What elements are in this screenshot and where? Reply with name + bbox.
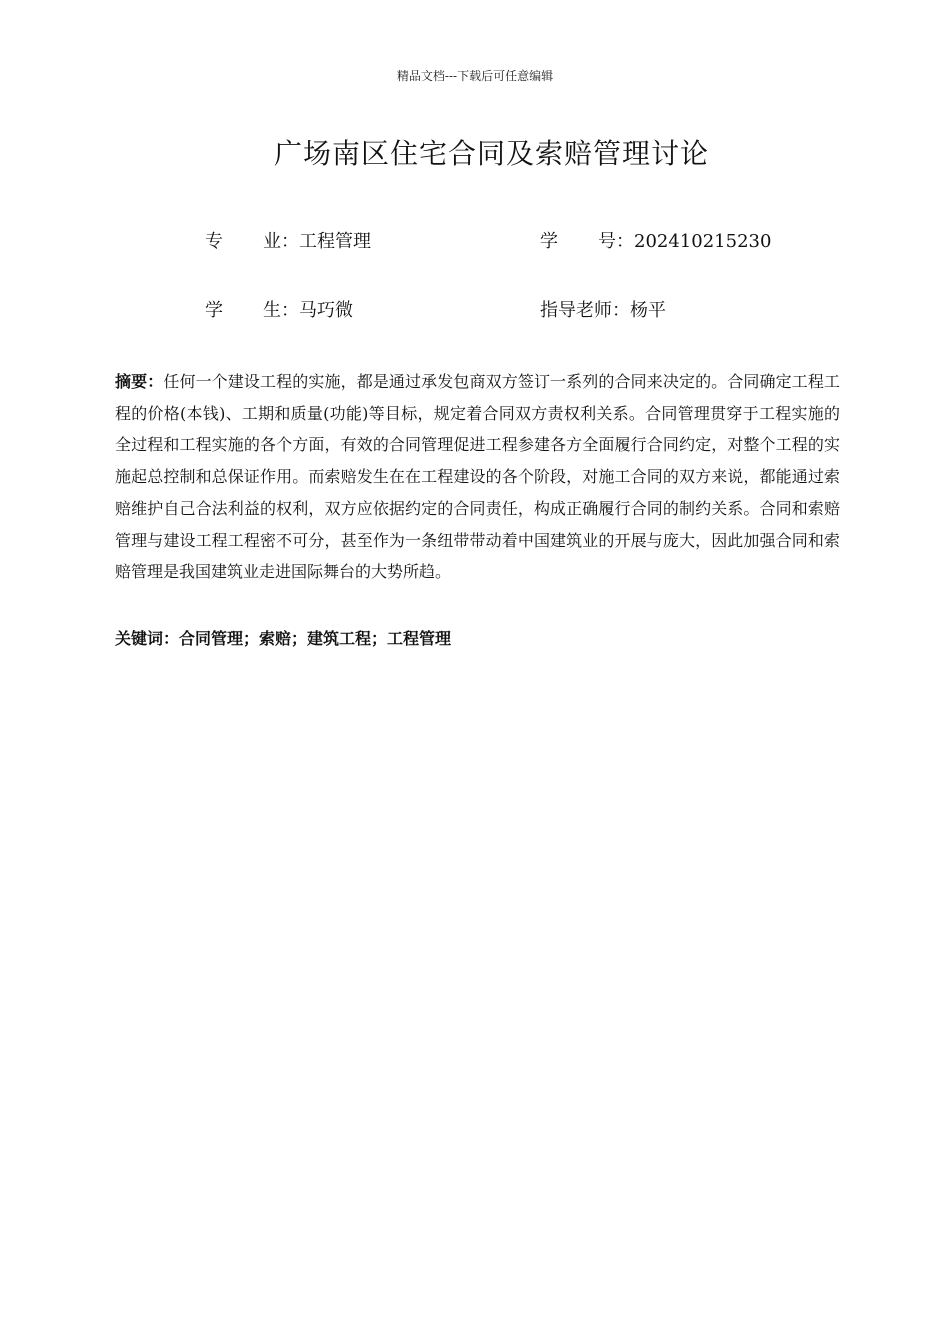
page-header-note: 精品文档---下载后可任意编辑 bbox=[396, 69, 554, 83]
student-field bbox=[205, 296, 353, 322]
info-row-major-id bbox=[0, 227, 950, 257]
major-label-char: 专 bbox=[205, 231, 223, 252]
major-label-suffix: 业： bbox=[263, 231, 299, 252]
info-row-student-advisor bbox=[0, 296, 950, 326]
student-id-value: 202410215230 bbox=[634, 231, 772, 252]
student-label-char: 学 bbox=[205, 300, 223, 321]
document-title: 广场南区住宅合同及索赔管理讨论 bbox=[273, 137, 709, 170]
abstract-text: 任何一个建设工程的实施，都是通过承发包商双方签订一系列的合同来决定的。合同确定工程工程的价格(本钱)、工期和质量(功能)等目标，规定着合同双方责权利关系。合同管理贯穿于工程实施的全过程和工程实施的各个方面，有效的合同管理促进工程参建各方全面履行合同约定，对整个工程的实施起总控制和总保证作用。而索赔发生在在工程建设的各个阶段，对施工合同的双方来说，都能通过索赔维护自己合法利益的权利，双方应依据约定的合同责任，构成正确履行合同的制约关系。合同和索赔管理与建设工程工程密不可分，甚至作为一条纽带带动着中国建筑业的开展与庞大，因此加强合同和索赔管理是我国建筑业走进国际舞台的大势所趋。 bbox=[115, 372, 840, 582]
advisor-label: 指导老师： bbox=[540, 300, 630, 321]
student-name-value: 马巧微 bbox=[299, 300, 353, 321]
advisor-field bbox=[540, 296, 666, 322]
abstract-paragraph bbox=[115, 366, 840, 588]
keywords-label: 关键词： bbox=[115, 629, 180, 648]
keywords-text: 合同管理；索赔；建筑工程；工程管理 bbox=[179, 629, 452, 648]
advisor-name-value: 杨平 bbox=[630, 300, 666, 321]
student-id-label-suffix: 号： bbox=[598, 231, 634, 252]
keywords-line bbox=[115, 626, 840, 652]
student-label-suffix: 生： bbox=[263, 300, 299, 321]
student-id-field bbox=[540, 227, 771, 253]
major-field bbox=[205, 227, 371, 253]
major-value: 工程管理 bbox=[299, 231, 371, 252]
abstract-label: 摘要： bbox=[115, 372, 164, 391]
student-id-label-char: 学 bbox=[540, 231, 558, 252]
